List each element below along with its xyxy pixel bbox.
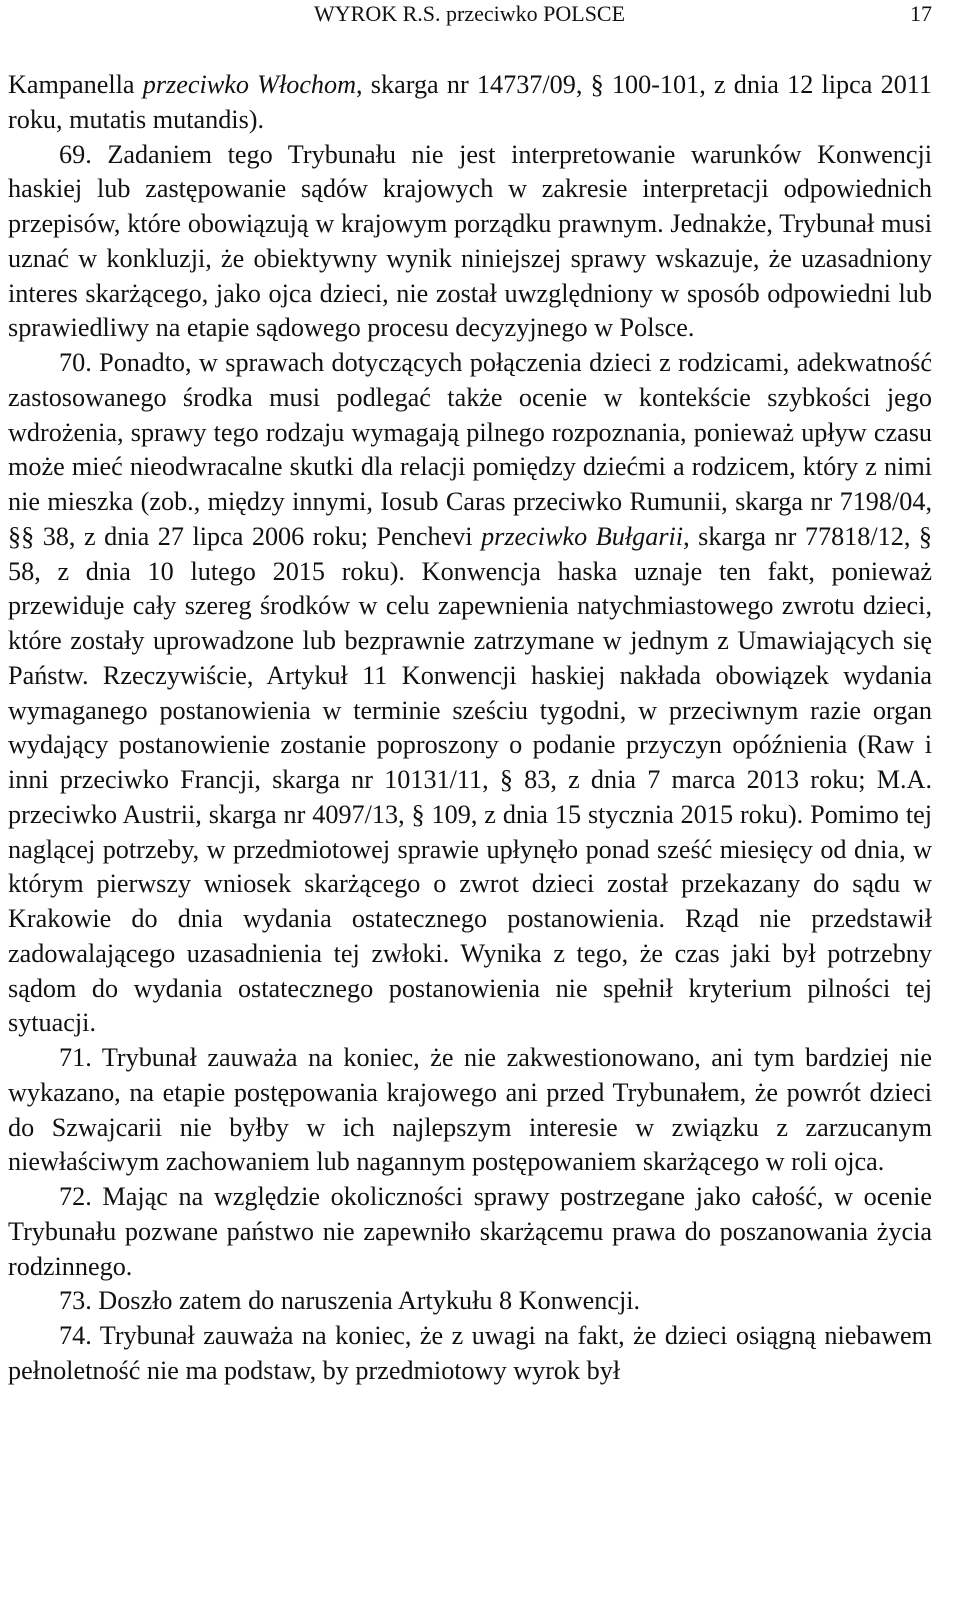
- italic-text: przeciwko Włochom: [142, 70, 357, 99]
- paragraph-number: 73.: [59, 1286, 92, 1316]
- document-body: [8, 68, 932, 1389]
- numbered-paragraph: [8, 1041, 932, 1180]
- running-title: WYROK R.S. przeciwko POLSCE: [314, 1, 626, 26]
- numbered-paragraph: [8, 138, 932, 347]
- paragraph-text: Trybunał zauważa na koniec, że nie zakwestionowano, ani tym bardziej nie wykazano, na etapie postępowania krajowego ani przed Trybunałem, że powrót dzieci do Szwajcarii nie byłby w ich najlepszym interesie w związku z zarzucanym niewłaściwym zachowaniem lub nagannym postępowaniem skarżącego w roli ojca.: [8, 1043, 932, 1177]
- paragraph-text: , skarga nr 77818/12, § 58, z dnia 10 lutego 2015 roku). Konwencja haska uznaje ten fakt, ponieważ przewiduje cały szereg środków w celu zapewnienia natychmiastowego zwrotu dzieci, które zostały uprowadzone lub bezprawnie zatrzymane w jednym z Umawiających się Państw. Rzeczywiście, Artykuł 11 Konwencji haskiej nakłada obowiązek wydania wymaganego postanowienia w terminie sześciu tygodni, w przeciwnym razie organ wydający postanowienie zostanie poproszony o podanie przyczyn opóźnienia (Raw i inni przeciwko Francji, skarga nr 10131/11, § 83, z dnia 7 marca 2013 roku; M.A. przeciwko Austrii, skarga nr 4097/13, § 109, z dnia 15 stycznia 2015 roku). Pomimo tej naglącej potrzeby, w przedmiotowej sprawie upłynęło ponad sześć miesięcy od dnia, w którym pierwszy wniosek skarżącego o zwrot dzieci został przekazany do sądu w Krakowie do dnia wydania ostatecznego postanowienia. Rząd nie przedstawił zadowalającego uzasadnienia tej zwłoki. Wynika z tego, że czas jaki był potrzebny sądom do wydania ostatecznego postanowienia nie spełnił kryterium pilności tej sytuacji.: [8, 521, 932, 1038]
- paragraph-text: Kampanella: [8, 70, 143, 99]
- paragraph-number: 74.: [59, 1321, 92, 1350]
- page-number: 17: [910, 1, 932, 26]
- numbered-paragraph: [8, 1180, 932, 1284]
- numbered-paragraph: [8, 346, 932, 1041]
- continuation-paragraph: [8, 68, 932, 138]
- page-header: [8, 0, 932, 36]
- paragraph-number: 72.: [59, 1182, 92, 1211]
- paragraph-number: 69.: [59, 139, 92, 169]
- document-page: [8, 0, 932, 1389]
- paragraph-text: Trybunał zauważa na koniec, że z uwagi na fakt, że dzieci osiągną niebawem pełnoletność nie ma podstaw, by przedmiotowy wyrok był: [8, 1321, 932, 1385]
- paragraph-text: Mając na względzie okoliczności sprawy postrzegane jako całość, w ocenie Trybunału pozwane państwo nie zapewniło skarżącemu prawa do poszanowania życia rodzinnego.: [8, 1182, 933, 1281]
- paragraph-text: Ponadto, w sprawach dotyczących połączenia dzieci z rodzicami, adekwatność zastosowanego środka musi podlegać także ocenie w kontekście szybkości jego wdrożenia, sprawy tego rodzaju wymagają pilnego rozpoznania, ponieważ upływ czasu może mieć nieodwracalne skutki dla relacji pomiędzy dziećmi a rodzicem, który z nimi nie mieszka (zob., między innymi, Iosub Caras przeciwko Rumunii, skarga nr 7198/04, §§ 38, z dnia 27 lipca 2006 roku; Penchevi: [8, 348, 932, 551]
- paragraph-number: 71.: [59, 1043, 92, 1072]
- numbered-paragraph: [8, 1284, 932, 1319]
- paragraph-number: 70.: [59, 348, 92, 377]
- paragraph-text: Zadaniem tego Trybunału nie jest interpretowanie warunków Konwencji haskiej lub zastępowanie sądów krajowych w zakresie interpretacji odpowiednich przepisów, które obowiązują w krajowym porządku prawnym. Jednakże, Trybunał musi uznać w konkluzji, że obiektywny wynik niniejszej sprawy wskazuje, że uzasadniony interes skarżącego, jako ojca dzieci, nie został uwzględniony w sposób odpowiedni lub sprawiedliwy na etapie sądowego procesu decyzyjnego w Polsce.: [8, 139, 933, 343]
- paragraph-text: , skarga nr 14737/09, § 100-101, z dnia 12 lipca 2011 roku, mutatis mutandis).: [8, 70, 933, 134]
- paragraph-text: Doszło zatem do naruszenia Artykułu 8 Konwencji.: [98, 1286, 641, 1316]
- numbered-paragraph: [8, 1319, 932, 1389]
- italic-text: przeciwko Bułgarii: [481, 521, 684, 551]
